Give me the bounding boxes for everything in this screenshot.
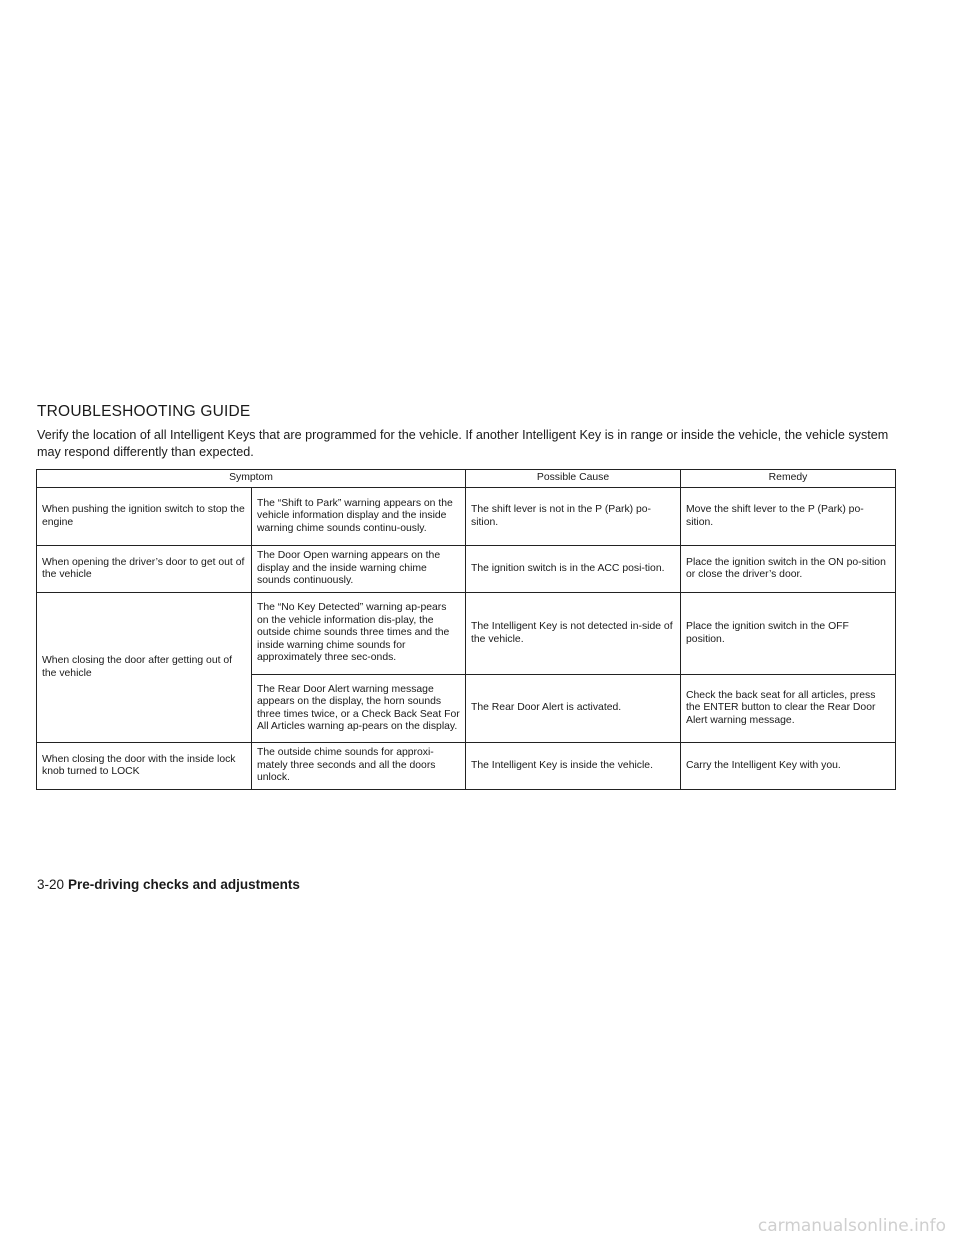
- cause-cell: The Intelligent Key is inside the vehicle.: [466, 743, 681, 790]
- table-row: [37, 743, 896, 790]
- symptom-cell: When pushing the ignition switch to stop the engine: [37, 488, 252, 546]
- cause-cell: The Rear Door Alert is activated.: [466, 675, 681, 743]
- table-row: [37, 488, 896, 546]
- condition-cell: The Door Open warning appears on the display and the inside warning chime sounds continuously.: [252, 546, 466, 593]
- header-symptom: Symptom: [37, 470, 466, 488]
- header-possible-cause: Possible Cause: [466, 470, 681, 488]
- table-header-row: [37, 470, 896, 488]
- section-title: TROUBLESHOOTING GUIDE: [37, 403, 251, 420]
- cause-cell: The shift lever is not in the P (Park) po-sition.: [466, 488, 681, 546]
- condition-cell: The outside chime sounds for approxi-mately three seconds and all the doors unlock.: [252, 743, 466, 790]
- symptom-cell: When closing the door after getting out of the vehicle: [37, 593, 252, 743]
- symptom-cell: When closing the door with the inside lock knob turned to LOCK: [37, 743, 252, 790]
- page-footer: [37, 877, 300, 892]
- table-row: [37, 546, 896, 593]
- remedy-cell: Move the shift lever to the P (Park) po-sition.: [681, 488, 896, 546]
- condition-cell: The Rear Door Alert warning message appears on the display, the horn sounds three times twice, or a Check Back Seat For All Articles warning ap-pears on the display.: [252, 675, 466, 743]
- condition-cell: The “No Key Detected” warning ap-pears on the vehicle information dis-play, the outside chime sounds three times and the inside warning chime sounds for approximately three sec-onds.: [252, 593, 466, 675]
- remedy-cell: Place the ignition switch in the ON po-sition or close the driver’s door.: [681, 546, 896, 593]
- footer-section-name: Pre-driving checks and adjustments: [68, 877, 300, 892]
- condition-cell: The “Shift to Park” warning appears on the vehicle information display and the inside warning chime sounds continu-ously.: [252, 488, 466, 546]
- cause-cell: The ignition switch is in the ACC posi-tion.: [466, 546, 681, 593]
- troubleshooting-table: [36, 469, 896, 790]
- symptom-cell: When opening the driver’s door to get out of the vehicle: [37, 546, 252, 593]
- site-watermark: carmanualsonline.info: [757, 1216, 946, 1236]
- page-number: 3-20: [37, 877, 65, 892]
- header-remedy: Remedy: [681, 470, 896, 488]
- remedy-cell: Carry the Intelligent Key with you.: [681, 743, 896, 790]
- intro-paragraph: Verify the location of all Intelligent Keys that are programmed for the vehicle. If another Intelligent Key is in range or inside the vehicle, the vehicle system may respond differently than expected.: [37, 428, 889, 459]
- remedy-cell: Check the back seat for all articles, press the ENTER button to clear the Rear Door Alert warning message.: [681, 675, 896, 743]
- remedy-cell: Place the ignition switch in the OFF position.: [681, 593, 896, 675]
- cause-cell: The Intelligent Key is not detected in-side of the vehicle.: [466, 593, 681, 675]
- table-row: [37, 593, 896, 675]
